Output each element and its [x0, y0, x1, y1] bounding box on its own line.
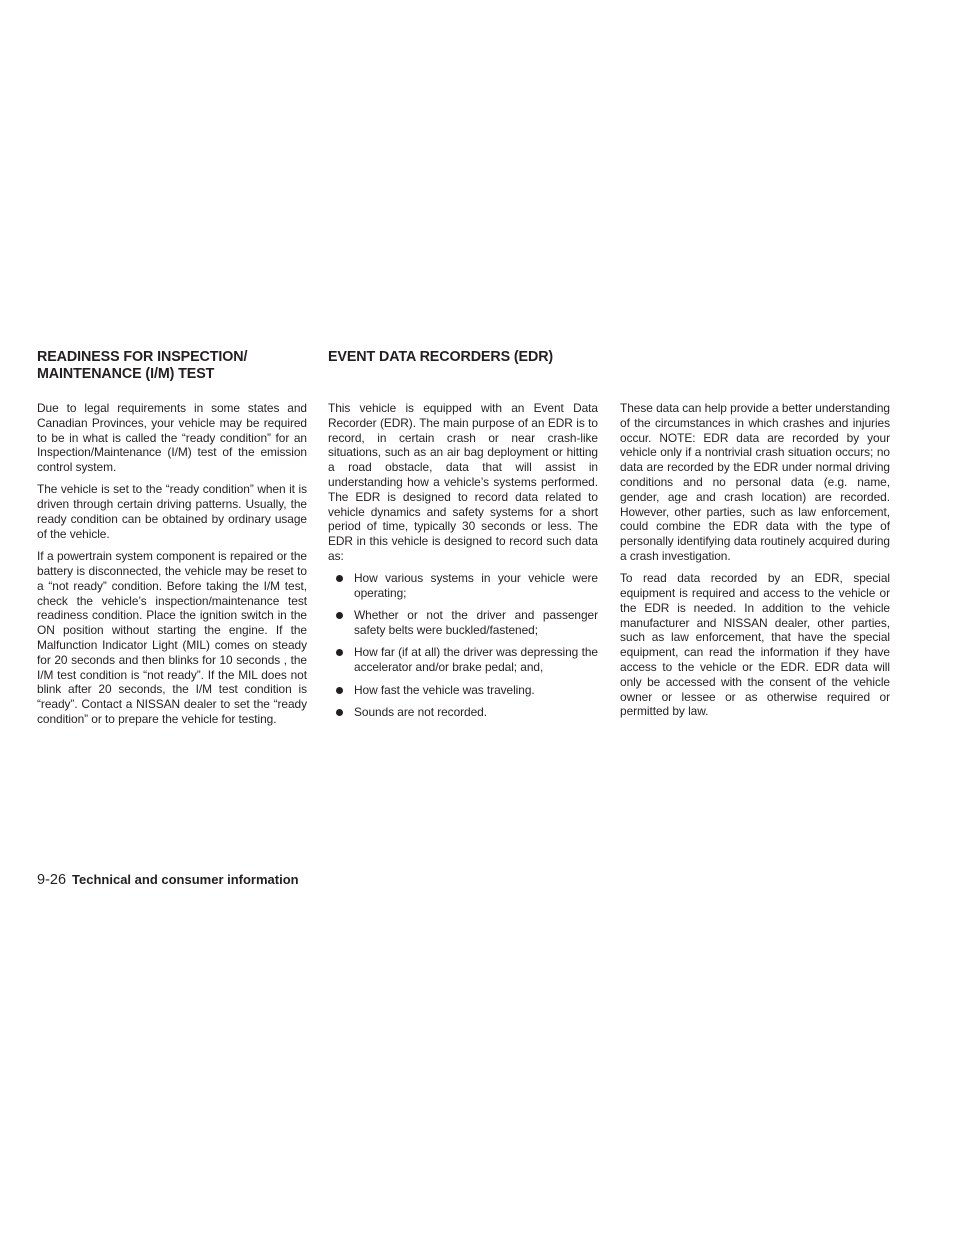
- column-im-test: [37, 349, 307, 734]
- bullet-icon: [336, 709, 343, 716]
- paragraph-ready-condition: The vehicle is set to the “ready condition” when it is driven through certain driving patterns. Usually, the ready condition can be obtained by ordinary usage of the vehicle.: [37, 482, 307, 541]
- list-item-text: How various systems in your vehicle were operating;: [354, 571, 598, 601]
- list-item-text: Sounds are not recorded.: [354, 704, 487, 719]
- list-item-text: How far (if at all) the driver was depressing the accelerator and/or brake pedal; and,: [354, 645, 598, 675]
- list-item: [328, 571, 598, 601]
- heading-event-data-recorders: EVENT DATA RECORDERS (EDR): [328, 349, 554, 365]
- heading-readiness-im-test: READINESS FOR INSPECTION/ MAINTENANCE (I/M) TEST: [37, 349, 248, 382]
- footer-section-title: Technical and consumer information: [72, 872, 299, 887]
- column-edr-continued: [620, 401, 890, 727]
- paragraph-powertrain-reset: If a powertrain system component is repaired or the battery is disconnected, the vehicle may be reset to a “not ready” condition. Before taking the I/M test, check the vehicle’s inspection/maintenance test readiness condition. Place the ignition switch in the ON position without starting the engine. If the Malfunction Indicator Light (MIL) comes on steady for 20 seconds and then blinks for 10 seconds , the I/M test condition is “not ready”. If the MIL does not blink after 20 seconds, the I/M test condition is “ready”. Contact a NISSAN dealer to set the “ready condition” or to prepare the vehicle for testing.: [37, 549, 307, 726]
- paragraph-edr-access: To read data recorded by an EDR, special equipment is required and access to the vehicle or the EDR is needed. In addition to the vehicle manufacturer and NISSAN dealer, other parties, such as law enforcement, that have the special equipment, can read the information if they have access to the vehicle or the EDR. EDR data will only be accessed with the consent of the vehicle owner or lessee or as otherwise required or permitted by law.: [620, 571, 890, 719]
- list-item-text: How fast the vehicle was traveling.: [354, 682, 535, 697]
- list-item: [328, 608, 598, 638]
- page-number: 9-26: [37, 872, 67, 888]
- list-item: [328, 705, 598, 720]
- bullet-icon: [336, 575, 343, 582]
- column-edr: [328, 349, 598, 727]
- list-item: [328, 645, 598, 675]
- list-item: [328, 683, 598, 698]
- edr-data-list: [328, 571, 598, 719]
- list-item-text: Whether or not the driver and passenger safety belts were buckled/fastened;: [354, 608, 598, 638]
- bullet-icon: [336, 649, 343, 656]
- bullet-icon: [336, 612, 343, 619]
- paragraph-edr-intro: This vehicle is equipped with an Event Data Recorder (EDR). The main purpose of an EDR is to record, in certain crash or near crash-like situations, such as an air bag deployment or hitting a road obstacle, data that will assist in understanding how a vehicle’s systems performed. The EDR is designed to record data related to vehicle dynamics and safety systems for a short period of time, typically 30 seconds or less. The EDR in this vehicle is designed to record such data as:: [328, 401, 598, 563]
- paragraph-legal-requirements: Due to legal requirements in some states and Canadian Provinces, your vehicle may be required to be in what is called the “ready condition” for an Inspection/Maintenance (I/M) test of the emission control system.: [37, 401, 307, 475]
- page-footer: [37, 871, 299, 888]
- bullet-icon: [336, 687, 343, 694]
- paragraph-edr-understanding: These data can help provide a better understanding of the circumstances in which crashes and injuries occur. NOTE: EDR data are recorded by your vehicle only if a nontrivial crash situation occurs; no data are recorded by the EDR under normal driving conditions and no personal data (e.g. name, gender, age and crash location) are recorded. However, other parties, such as law enforcement, could combine the EDR data with the type of personally identifying data routinely acquired during a crash investigation.: [620, 401, 890, 563]
